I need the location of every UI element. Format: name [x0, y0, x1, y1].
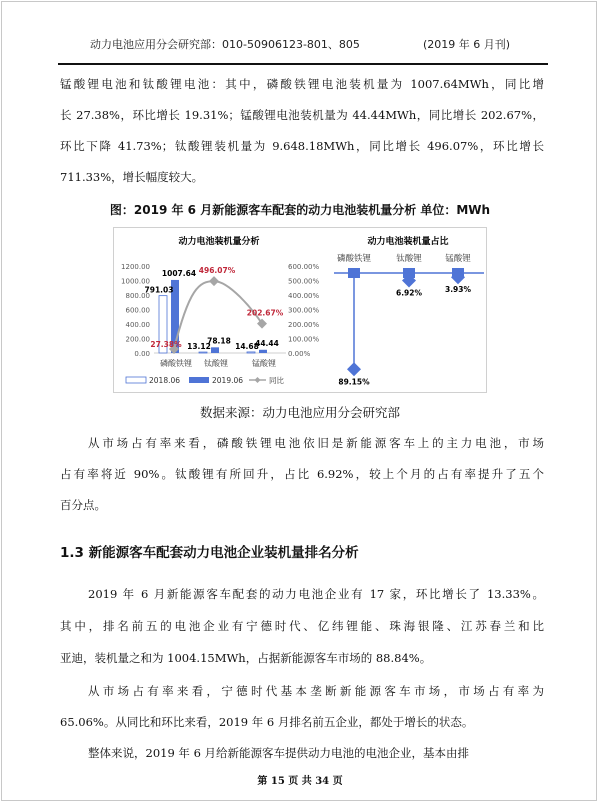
charts-svg [114, 228, 486, 392]
text-line: 长 27.38%，环比增长 19.31%；锰酸锂电池装机量为 44.44MWh，同比增长 202.67%， [60, 108, 544, 122]
bar-label-2019: 78.18 [207, 336, 231, 346]
header-issue: (2019 年 6 月刊) [423, 38, 511, 51]
x-tick-label: 磷酸铁锂 [160, 359, 192, 368]
y-tick-label: 800.00 [125, 292, 150, 300]
yoy-label: 27.38% [150, 340, 182, 350]
bar-label-2019: 1007.64 [161, 268, 197, 278]
text-line: 整体来说，2019 年 6 月给新能源客车提供动力电池的电池企业，基本由排 [88, 746, 470, 760]
bar-2019 [259, 350, 267, 353]
text-line: 其中，排名前五的电池企业有宁德时代、亿纬锂能、珠海银隆、江苏春兰和比 [60, 619, 544, 633]
legend-swatch-2018 [126, 377, 146, 383]
share-label: 6.92% [395, 288, 423, 298]
yoy-label: 202.67% [246, 308, 284, 318]
y2-tick-label: 100.00% [288, 335, 320, 344]
text-line: 2019 年 6 月新能源客车配套的动力电池企业有 17 家，环比增长了 13.33%。 [88, 587, 544, 601]
bar-label-2018: 14.68 [235, 341, 259, 351]
chart-container [113, 227, 487, 393]
share-marker [347, 362, 361, 376]
x-tick-label: 钛酸锂 [396, 254, 422, 264]
section-heading: 1.3 新能源客车配套动力电池企业装机量排名分析 [60, 545, 359, 561]
legend-label-yoy: 同比 [269, 376, 284, 385]
page-number: 第 15 页 共 34 页 [257, 776, 343, 787]
legend-swatch-2019 [189, 377, 209, 383]
header-contact: 动力电池应用分会研究部：010-50906123-801、805 [90, 38, 360, 51]
y-tick-label: 200.00 [125, 335, 150, 344]
figure-source: 数据来源：动力电池应用分会研究部 [199, 405, 400, 420]
text-line: 锰酸锂电池和钛酸锂电池：其中，磷酸铁锂电池装机量为 1007.64MWh，同比增 [60, 77, 544, 91]
y2-tick-label: 500.00% [288, 277, 320, 286]
text-line: 环比下降 41.73%；钛酸锂装机量为 9.648.18MWh，同比增长 496.07%，环比增长 [60, 139, 544, 153]
text-line: 711.33%，增长幅度较大。 [60, 170, 204, 184]
text-line: 65.06%。从同比和环比来看，2019 年 6 月排名前五企业，都处于增长的状态。 [60, 715, 474, 729]
yoy-marker [209, 276, 219, 286]
y-tick-label: 400.00 [125, 321, 150, 329]
bar-2018 [199, 352, 207, 353]
x-tick-label: 锰酸锂 [445, 254, 471, 264]
header-rule [58, 63, 548, 65]
yoy-label: 496.07% [198, 266, 236, 276]
bar-label-2018: 791.03 [144, 285, 174, 295]
y2-tick-label: 0.00% [288, 350, 311, 358]
y-tick-label: 1000.00 [121, 277, 150, 286]
chart-title: 动力电池装机量分析 [178, 237, 260, 247]
chart-title: 动力电池装机量占比 [367, 237, 449, 247]
y-tick-label: 600.00 [125, 306, 150, 315]
x-tick-label: 磷酸铁锂 [336, 254, 372, 264]
bar-label-2018: 13.12 [187, 342, 211, 352]
x-tick-label: 钛酸锂 [204, 359, 228, 368]
legend-marker-yoy [255, 377, 261, 383]
text-line: 从市场占有率来看，磷酸铁锂电池依旧是新能源客车上的主力电池，市场 [88, 436, 544, 450]
y2-tick-label: 200.00% [288, 321, 320, 329]
y2-tick-label: 400.00% [288, 292, 320, 300]
share-label: 89.15% [338, 377, 370, 387]
text-line: 从市场占有率来看，宁德时代基本垄断新能源客车市场，市场占有率为 [88, 684, 544, 698]
y2-tick-label: 300.00% [288, 306, 320, 315]
figure-caption: 图：2019 年 6 月新能源客车配套的动力电池装机量分析 单位：MWh [109, 203, 491, 217]
text-line: 占有率将近 90%。钛酸锂有所回升，占比 6.92%，较上个月的占有率提升了五个 [60, 467, 544, 481]
text-line: 百分点。 [60, 498, 106, 512]
legend-label-2018: 2018.06 [149, 376, 181, 385]
y2-tick-label: 600.00% [288, 263, 320, 271]
share-label: 3.93% [444, 285, 472, 295]
bar-2018 [247, 352, 255, 353]
y-tick-label: 1200.00 [121, 263, 150, 271]
share-top-marker [348, 268, 360, 278]
bar-2019 [211, 347, 219, 353]
bar-label-2019: 44.44 [255, 338, 279, 348]
x-tick-label: 锰酸锂 [252, 359, 276, 368]
y-tick-label: 0.00 [134, 350, 150, 358]
legend-label-2019: 2019.06 [212, 376, 244, 385]
text-line: 亚迪，装机量之和为 1004.15MWh，占据新能源客车市场的 88.84%。 [60, 651, 432, 665]
